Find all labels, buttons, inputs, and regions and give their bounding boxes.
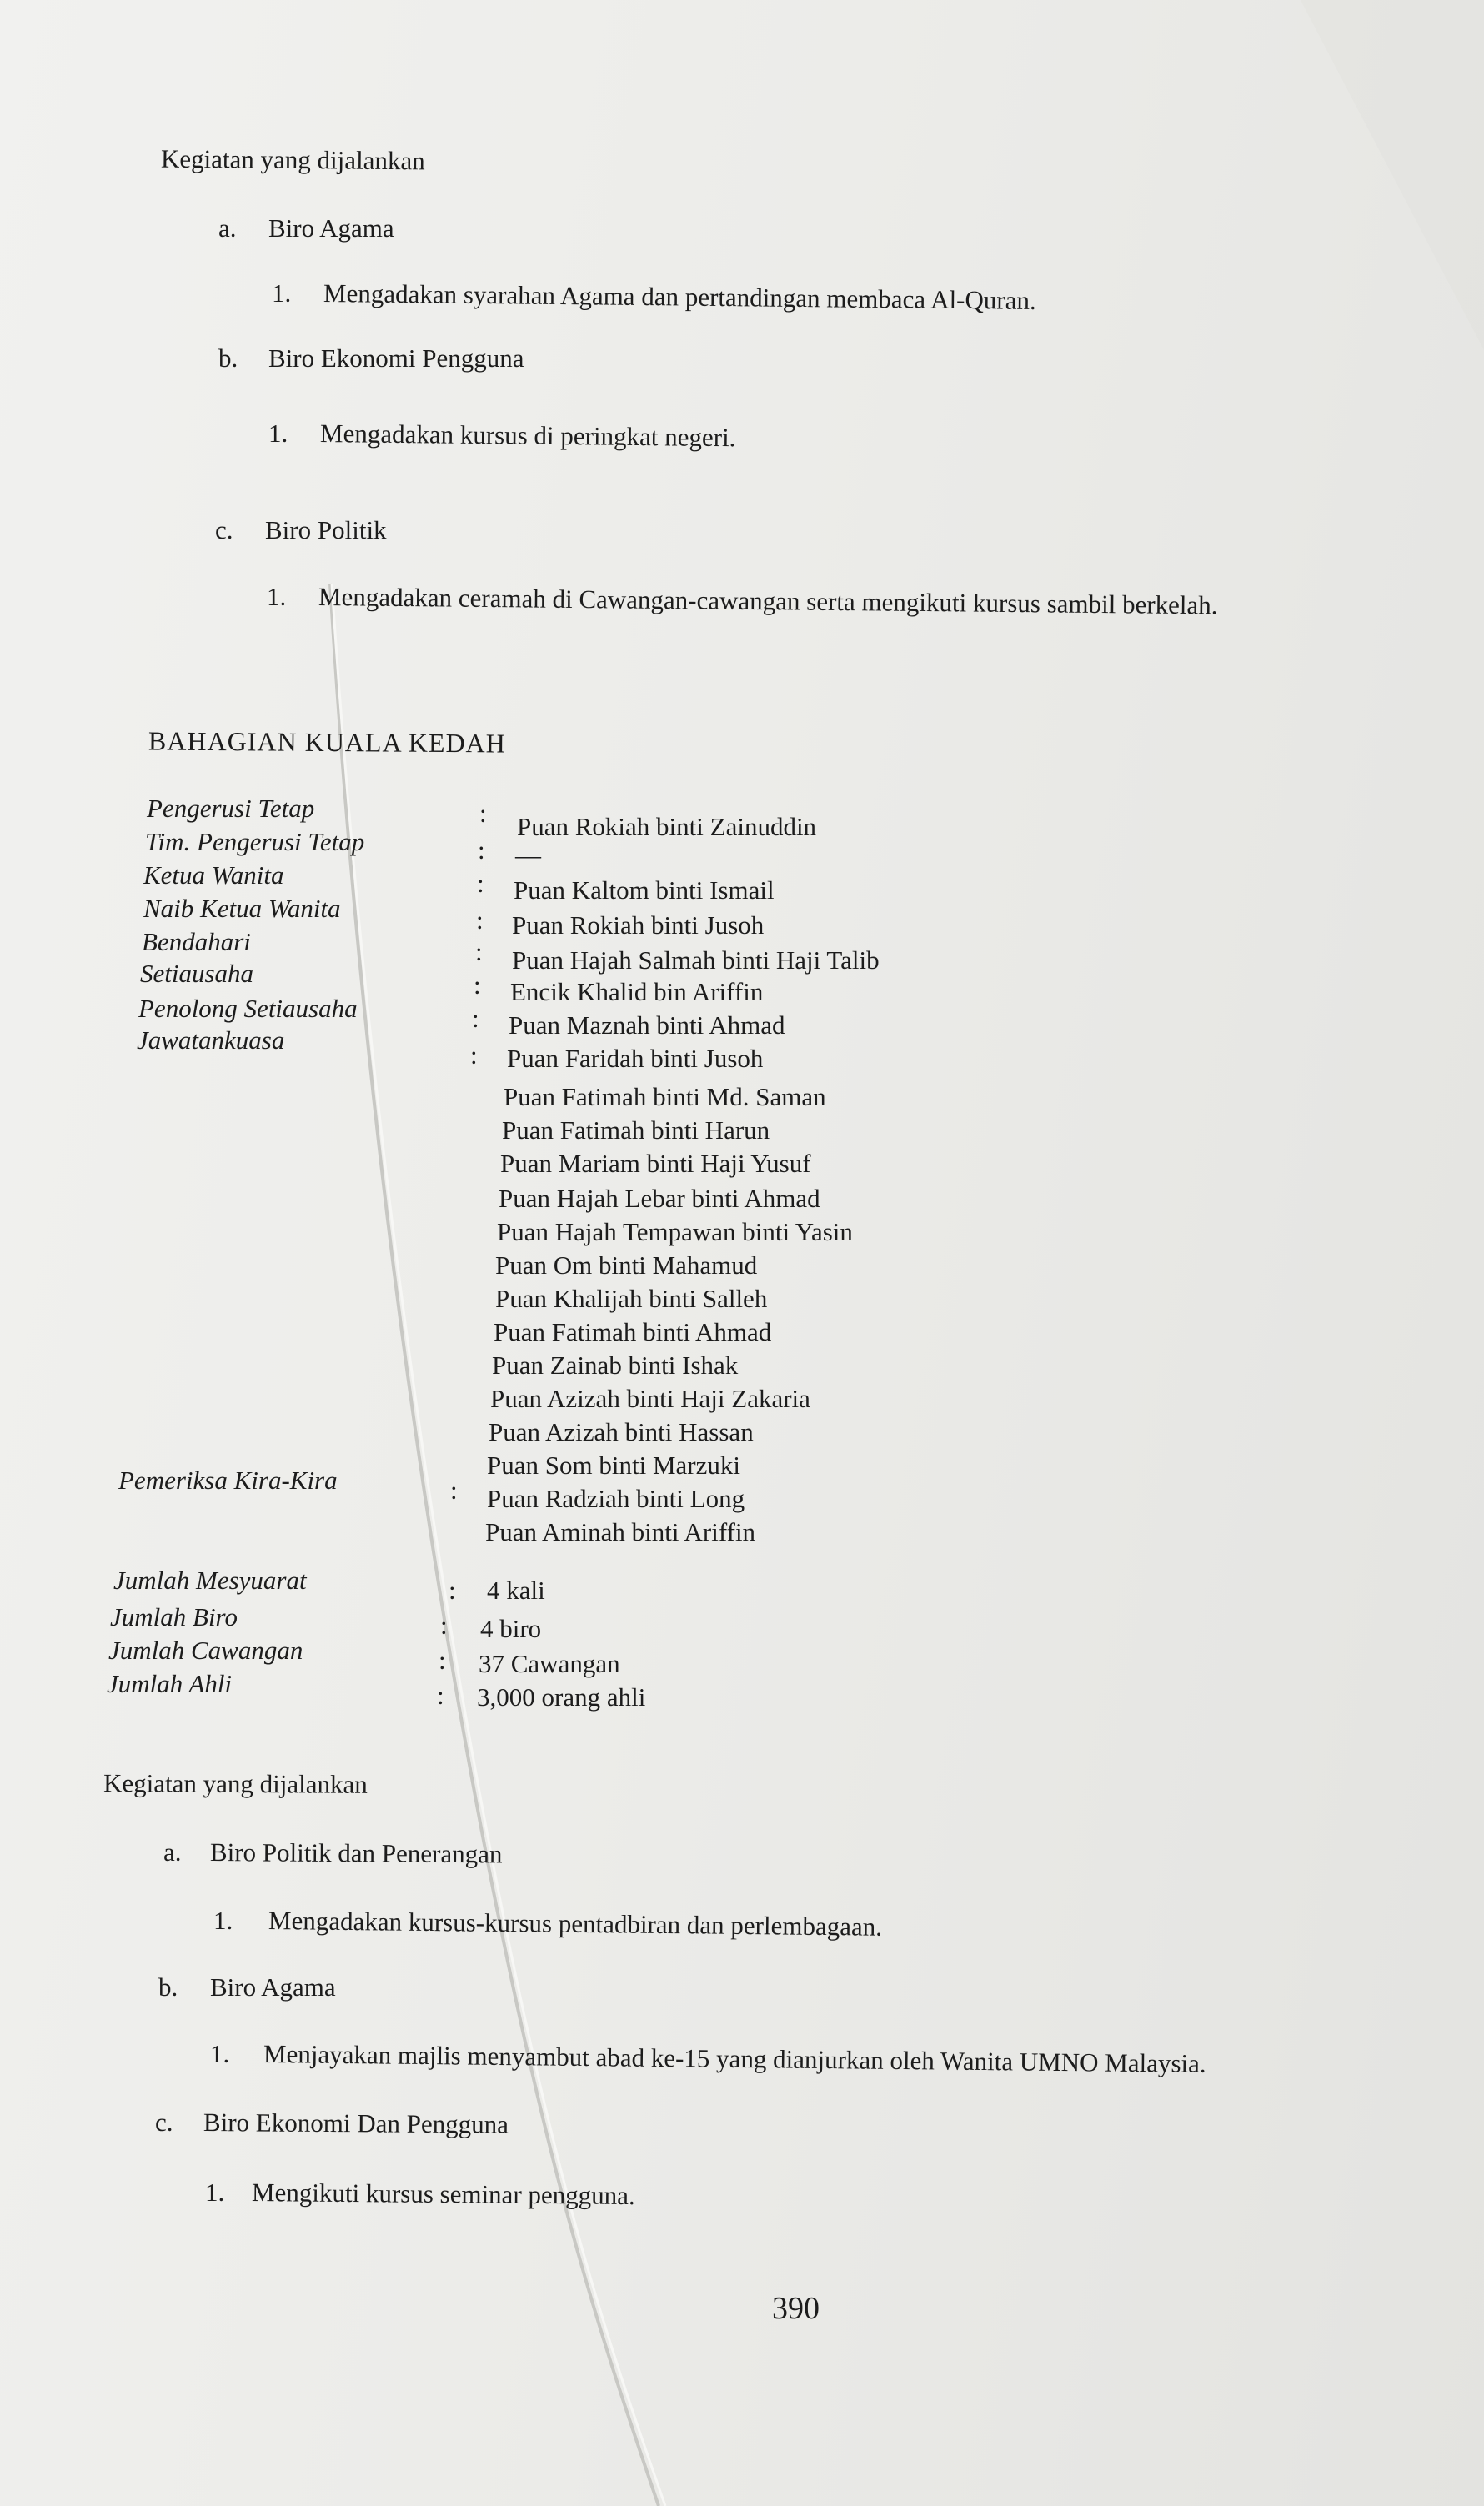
biro-title: Biro Politik dan Penerangan (209, 1837, 503, 1869)
item-letter: a. (218, 213, 237, 243)
officer-label: Pengerusi Tetap (147, 794, 315, 823)
biro-title: Biro Ekonomi Pengguna (268, 343, 524, 373)
colon: : (478, 835, 485, 865)
stat-label: Jumlah Mesyuarat (113, 1566, 307, 1595)
section-title: BAHAGIAN KUALA KEDAH (148, 725, 506, 759)
colon: : (439, 1646, 446, 1675)
committee-member: Puan Fatimah binti Harun (502, 1115, 770, 1145)
colon: : (437, 1681, 444, 1710)
item-letter: b. (158, 1972, 178, 2002)
officer-value: Puan Faridah binti Jusoh (507, 1044, 764, 1073)
biro-title: Biro Agama (210, 1972, 336, 2002)
officer-label: Naib Ketua Wanita (143, 894, 341, 923)
auditor-label: Pemeriksa Kira-Kira (118, 1466, 338, 1495)
activities-heading-2: Kegiatan yang dijalankan (103, 1768, 368, 1799)
activity-text: Mengadakan kursus di peringkat negeri. (319, 419, 736, 453)
biro-title: Biro Ekonomi Dan Pengguna (203, 2108, 509, 2139)
stat-value: 3,000 orang ahli (477, 1682, 646, 1712)
committee-member: Puan Om binti Mahamud (495, 1250, 758, 1280)
item-letter: c. (155, 2108, 173, 2137)
officer-label: Ketua Wanita (143, 860, 284, 890)
activity-number: 1. (272, 278, 292, 308)
committee-member: Puan Som binti Marzuki (487, 1451, 740, 1480)
committee-member: Puan Fatimah binti Md. Saman (504, 1082, 826, 1111)
activity-number: 1. (268, 419, 288, 448)
officer-value: Puan Rokiah binti Zainuddin (517, 812, 817, 841)
biro-title: Biro Agama (268, 213, 394, 243)
officer-value: Puan Maznah binti Ahmad (509, 1010, 785, 1040)
colon: : (474, 970, 481, 1000)
biro-title: Biro Politik (265, 515, 387, 544)
committee-member: Puan Azizah binti Haji Zakaria (490, 1384, 810, 1413)
colon: : (479, 799, 487, 828)
item-letter: b. (218, 343, 238, 373)
auditor-name: Puan Radziah binti Long (487, 1484, 745, 1513)
stat-value: 37 Cawangan (479, 1649, 620, 1678)
page-number: 390 (772, 2291, 820, 2326)
officer-value: Encik Khalid bin Ariffin (510, 977, 764, 1006)
committee-member: Puan Zainab binti Ishak (492, 1351, 739, 1380)
activity-text: Mengadakan syarahan Agama dan pertandingan membaca Al-Quran. (323, 278, 1036, 315)
stat-label: Jumlah Cawangan (108, 1636, 303, 1665)
officer-label: Penolong Setiausaha (138, 994, 358, 1023)
committee-member: Puan Hajah Lebar binti Ahmad (499, 1184, 820, 1213)
officer-value: — (515, 840, 541, 870)
activity-text: Mengikuti kursus seminar pengguna. (251, 2178, 635, 2211)
officer-value: Puan Kaltom binti Ismail (514, 875, 775, 905)
stat-value: 4 kali (487, 1576, 545, 1605)
activity-number: 1. (267, 582, 287, 611)
activity-text: Mengadakan ceramah di Cawangan-cawangan serta mengikuti kursus sambil berkelah. (318, 582, 1218, 620)
colon: : (440, 1611, 448, 1640)
colon: : (476, 905, 484, 935)
activity-number: 1. (205, 2178, 225, 2207)
officer-label: Setiausaha (140, 959, 254, 988)
officer-label: Jawatankuasa (137, 1025, 285, 1055)
activity-number: 1. (210, 2039, 230, 2068)
colon: : (470, 1040, 478, 1070)
colon: : (472, 1004, 479, 1033)
committee-member: Puan Mariam binti Haji Yusuf (500, 1149, 811, 1178)
colon: : (449, 1576, 456, 1605)
stat-label: Jumlah Ahli (107, 1669, 233, 1698)
item-letter: a. (163, 1837, 182, 1867)
activities-heading-1: Kegiatan yang dijalankan (160, 143, 425, 176)
officer-value: Puan Rokiah binti Jusoh (512, 910, 765, 940)
committee-member: Puan Hajah Tempawan binti Yasin (497, 1217, 853, 1246)
committee-member: Puan Azizah binti Hassan (489, 1417, 754, 1446)
activity-number: 1. (213, 1906, 233, 1935)
activity-text: Mengadakan kursus-kursus pentadbiran dan perlembagaan. (268, 1906, 883, 1942)
officer-value: Puan Hajah Salmah binti Haji Talib (512, 945, 880, 975)
stat-label: Jumlah Biro (110, 1602, 238, 1631)
committee-member: Puan Fatimah binti Ahmad (494, 1317, 772, 1346)
item-letter: c. (215, 515, 233, 544)
colon: : (477, 869, 484, 898)
auditor-name: Puan Aminah binti Ariffin (485, 1517, 756, 1546)
activity-text: Menjayakan majlis menyambut abad ke-15 yang dianjurkan oleh Wanita UMNO Malaysia. (263, 2039, 1206, 2078)
colon: : (450, 1476, 458, 1505)
committee-member: Puan Khalijah binti Salleh (495, 1284, 768, 1313)
colon: : (475, 937, 483, 966)
stat-value: 4 biro (480, 1614, 542, 1643)
officer-label: Tim. Pengerusi Tetap (145, 827, 365, 856)
officer-label: Bendahari (142, 927, 251, 956)
